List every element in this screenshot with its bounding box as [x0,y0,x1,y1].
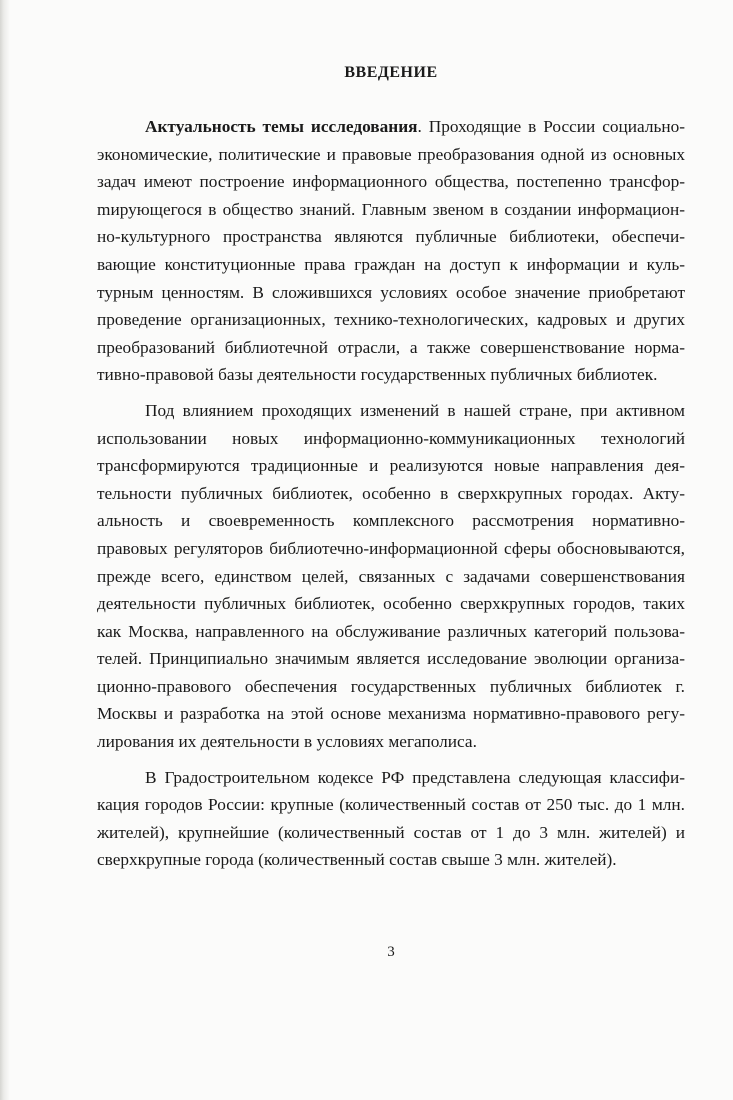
paragraph-relevance [97,113,685,389]
document-page [97,0,685,1100]
paragraph-changes [97,397,685,756]
paragraph-classification [97,764,685,874]
page-number: 3 [387,944,395,960]
paragraph-text: Под влиянием проходящих изменений в нашей стране, при активном использовании новых информационно-коммуникационных технологий трансформируются традиционные и реализуются новые направления деятельности публичных библиотек, особенно в сверхкрупных городах. Актуальность и своевременность комплексного рассмотрения нормативно-правовых регуляторов библиотечно-информационной сферы обосновываются, прежде всего, единством целей, связанных с задачами совершенствования деятельности публичных библиотек, особенно сверхкрупных городов, таких как Москва, направленного на обслуживание различных категорий пользователей. Принципиально значимым является исследование эволюции организационно-правового обеспечения государственных публичных библиотек г. Москвы и разработка на этой основе механизма нормативно-правового регулирования их деятельности в условиях мегаполиса. [97,400,685,752]
section-heading: ВВЕДЕНИЕ [344,64,438,81]
scan-edge [0,0,10,1100]
body-text [97,113,685,882]
paragraph-lead: Актуальность темы исследования [145,117,418,136]
paragraph-text: В Градостроительном кодексе РФ представлена следующая классификация городов России: крупные (количественный состав от 250 тыс. до 1 млн. жителей), крупнейшие (количественный состав от 1 до 3 млн. жителей) и сверхкрупные города (количественный состав свыше 3 млн. жителей). [97,767,685,870]
paragraph-text: . Проходящие в России социально-экономические, политические и правовые преобразования одной из основных задач имеют построение информационного общества, постепенно трансфорmирующегося в общество знаний. Главным звеном в создании информационно-культурного пространства являются публичные библиотеки, обеспечивающие конституционные права граждан на доступ к информации и культурным ценностям. В сложившихся условиях особое значение приобретают проведение организационных, технико-технологических, кадровых и других преобразований библиотечной отрасли, а также совершенствование нормативно-правовой базы деятельности государственных публичных библиотек. [97,117,685,385]
